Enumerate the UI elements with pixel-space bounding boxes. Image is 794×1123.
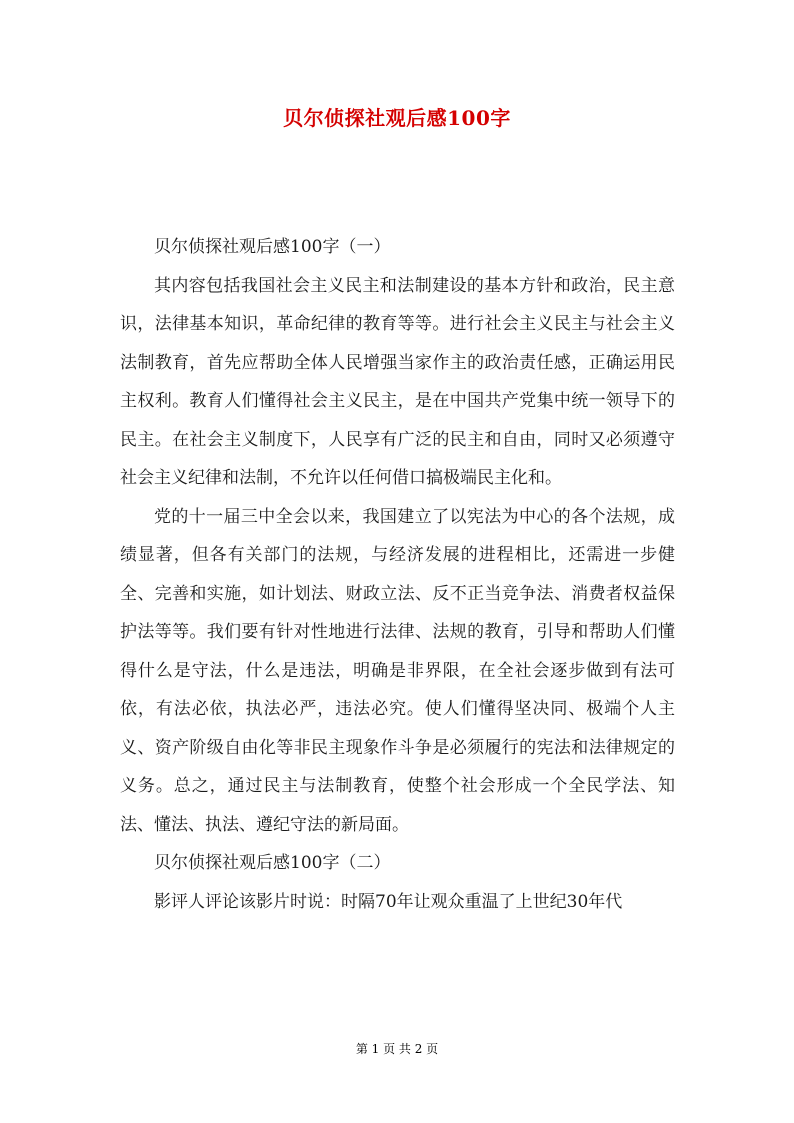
- section-1-paragraph-1: 其内容包括我国社会主义民主和法制建设的基本方针和政治，民主意识，法律基本知识，革命纪律的教育等等。进行社会主义民主与社会主义法制教育，首先应帮助全体人民增强当家作主的政治责任感，正确运用民主权利。教育人们懂得社会主义民主，是在中国共产党集中统一领导下的民主。在社会主义制度下，人民享有广泛的民主和自由，同时又必须遵守社会主义纪律和法制，不允许以任何借口搞极端民主化和。: [120, 275, 675, 488]
- section-1-paragraph-2: 党的十一届三中全会以来，我国建立了以宪法为中心的各个法规，成绩显著，但各有关部门的法规，与经济发展的进程相比，还需进一步健全、完善和实施，如计划法、财政立法、反不正当竞争法、消费者权益保护法等等。我们要有针对性地进行法律、法规的教育，引导和帮助人们懂得什么是守法，什么是违法，明确是非界限，在全社会逐步做到有法可依，有法必依，执法必严，违法必究。使人们懂得坚决同、极端个人主义、资产阶级自由化等非民主现象作斗争是必须履行的宪法和法律规定的义务。总之，通过民主与法制教育，使整个社会形成一个全民学法、知法、懂法、执法、遵纪守法的新局面。: [120, 506, 675, 835]
- document-title: 贝尔侦探社观后感100字: [283, 106, 511, 130]
- section-heading-2: 贝尔侦探社观后感100字（二）: [154, 853, 391, 873]
- section-heading-1: 贝尔侦探社观后感100字（一）: [154, 237, 391, 257]
- section-2-paragraph-1: 影评人评论该影片时说：时隔70年让观众重温了上世纪30年代: [154, 891, 623, 912]
- page-number-footer: 第 1 页 共 2 页: [355, 1042, 439, 1056]
- document-body: [120, 228, 675, 921]
